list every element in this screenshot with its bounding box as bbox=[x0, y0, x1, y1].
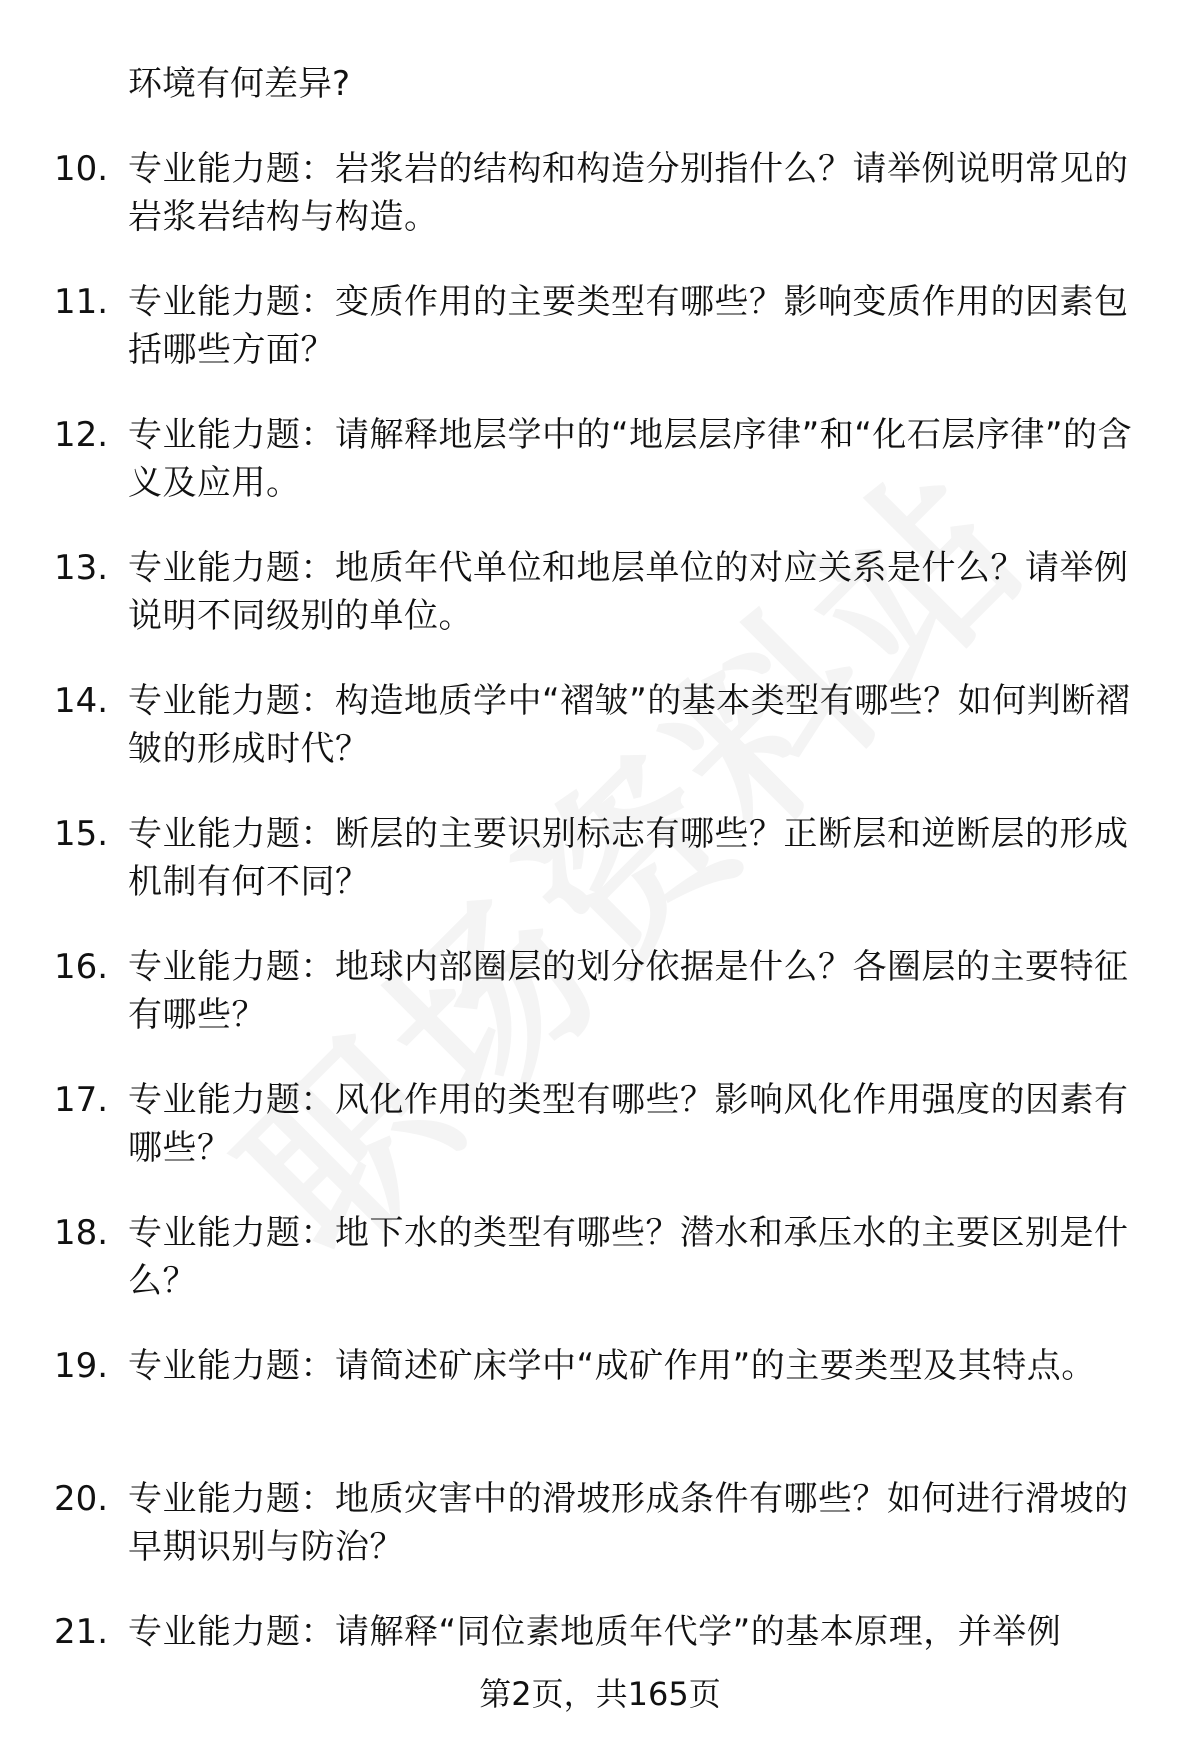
question-number: 12. bbox=[54, 415, 109, 455]
continuation-line: 环境有何差异? bbox=[128, 64, 351, 104]
question-number: 13. bbox=[54, 548, 109, 588]
question-number: 17. bbox=[54, 1080, 109, 1120]
question-item bbox=[0, 1209, 1200, 1342]
question-number: 10. bbox=[54, 149, 109, 189]
question-text: 专业能力题：请简述矿床学中“成矿作用”的主要类型及其特点。 bbox=[128, 1346, 1096, 1386]
question-text: 专业能力题：地质灾害中的滑坡形成条件有哪些？如何进行滑坡的早期识别与防治？ bbox=[128, 1479, 1129, 1567]
question-text: 专业能力题：请解释“同位素地质年代学”的基本原理，并举例 bbox=[128, 1612, 1062, 1652]
question-number: 14. bbox=[54, 681, 109, 721]
question-text: 专业能力题：岩浆岩的结构和构造分别指什么？请举例说明常见的岩浆岩结构与构造。 bbox=[128, 149, 1129, 237]
question-list bbox=[0, 145, 1200, 1741]
question-text: 专业能力题：构造地质学中“褶皱”的基本类型有哪些？如何判断褶皱的形成时代？ bbox=[128, 681, 1131, 769]
question-number: 15. bbox=[54, 814, 109, 854]
question-number: 18. bbox=[54, 1213, 109, 1253]
question-item bbox=[0, 278, 1200, 411]
question-number: 20. bbox=[54, 1479, 109, 1519]
page-footer: 第2页，共165页 bbox=[479, 1675, 721, 1713]
question-item bbox=[0, 411, 1200, 544]
question-item bbox=[0, 1342, 1200, 1475]
question-text: 专业能力题：地球内部圈层的划分依据是什么？各圈层的主要特征有哪些？ bbox=[128, 947, 1129, 1035]
question-text: 专业能力题：变质作用的主要类型有哪些？影响变质作用的因素包括哪些方面？ bbox=[128, 282, 1129, 370]
question-text: 专业能力题：风化作用的类型有哪些？影响风化作用强度的因素有哪些？ bbox=[128, 1080, 1129, 1168]
question-text: 专业能力题：地下水的类型有哪些？潜水和承压水的主要区别是什么？ bbox=[128, 1213, 1129, 1301]
question-item bbox=[0, 544, 1200, 677]
question-text: 专业能力题：断层的主要识别标志有哪些？正断层和逆断层的形成机制有何不同？ bbox=[128, 814, 1129, 902]
question-item bbox=[0, 677, 1200, 810]
question-item bbox=[0, 1475, 1200, 1608]
question-number: 19. bbox=[54, 1346, 109, 1386]
question-item bbox=[0, 810, 1200, 943]
question-number: 16. bbox=[54, 947, 109, 987]
question-item bbox=[0, 145, 1200, 278]
question-text: 专业能力题：地质年代单位和地层单位的对应关系是什么？请举例说明不同级别的单位。 bbox=[128, 548, 1129, 636]
question-number: 11. bbox=[54, 282, 109, 322]
question-item bbox=[0, 1076, 1200, 1209]
question-text: 专业能力题：请解释地层学中的“地层层序律”和“化石层序律”的含义及应用。 bbox=[128, 415, 1132, 503]
question-item bbox=[0, 943, 1200, 1076]
question-number: 21. bbox=[54, 1612, 109, 1652]
